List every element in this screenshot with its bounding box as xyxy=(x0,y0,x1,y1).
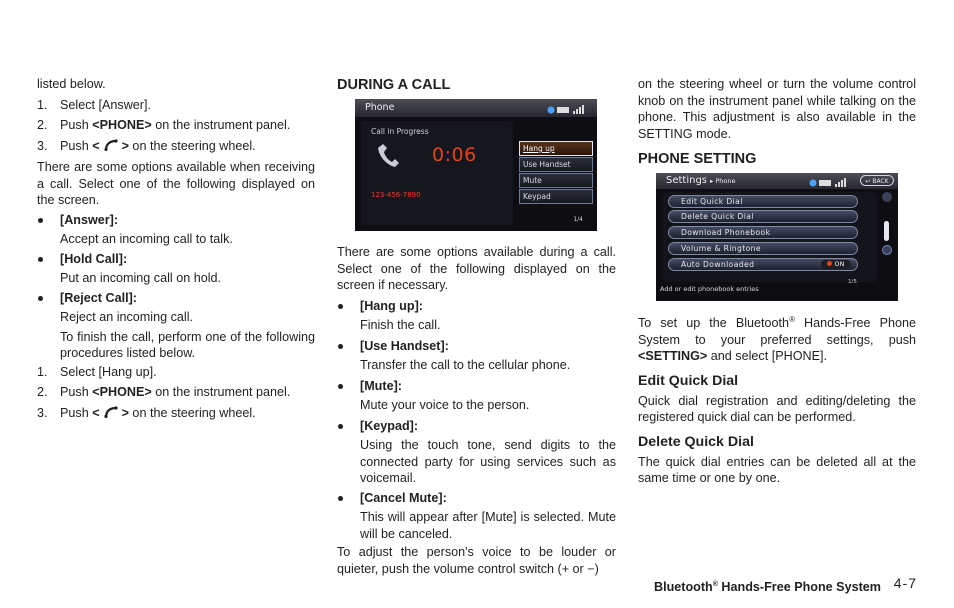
subheading: Edit Quick Dial xyxy=(638,372,739,389)
bullet-item: [Answer]: xyxy=(37,212,315,229)
phone-call-icon xyxy=(103,139,118,151)
step-item: 1. Select [Hang up]. xyxy=(37,364,157,379)
on-indicator: ON xyxy=(821,260,851,269)
caller-number: 123-456-7890 xyxy=(371,191,421,199)
auto-downloaded-row[interactable]: Auto Downloaded ON xyxy=(668,258,858,271)
bullet-item: [Reject Call]: xyxy=(37,290,315,307)
bullet-item: [Keypad]: xyxy=(337,418,616,435)
subheading: Delete Quick Dial xyxy=(638,433,754,450)
bullet-item: [Hang up]: xyxy=(337,298,616,315)
volume-adjust-text: To adjust the person's voice to be louder or quieter, push the volume control switch (+ or −) xyxy=(337,545,616,576)
download-phonebook-row[interactable]: Download Phonebook xyxy=(668,226,858,239)
bullet-desc: Mute your voice to the person. xyxy=(360,398,530,412)
phone-call-screenshot xyxy=(355,99,597,231)
screen-title: Phone xyxy=(355,99,597,117)
edit-quick-dial-row[interactable]: Edit Quick Dial xyxy=(668,195,858,208)
phone-setting-screenshot xyxy=(656,173,898,301)
scrollbar[interactable] xyxy=(882,192,892,264)
bullet-desc: To finish the call, perform one of the following procedures listed below. xyxy=(60,329,315,360)
section-heading: DURING A CALL xyxy=(337,77,451,93)
bullet-item: [Mute]: xyxy=(337,378,616,395)
bullet-desc: Transfer the call to the cellular phone. xyxy=(360,358,571,372)
delete-quick-dial-row[interactable]: Delete Quick Dial xyxy=(668,210,858,223)
bullet-desc: Put an incoming call on hold. xyxy=(60,271,222,285)
intro-text: listed below. xyxy=(37,77,106,91)
footer-title: Bluetooth® Hands-Free Phone System xyxy=(653,580,881,595)
setup-text: To set up the Bluetooth® Hands-Free Phone System to your preferred settings, push <SETTING> and select [PHONE]. xyxy=(638,315,916,364)
call-timer: 0:06 xyxy=(432,144,477,166)
back-icon: ↩ xyxy=(865,178,871,185)
call-status: Call in Progress xyxy=(371,127,429,136)
finish-steps xyxy=(37,364,315,422)
screen-hint: Add or edit phonebook entries xyxy=(660,284,759,293)
step-item: 3. Push < > on the steering wheel. xyxy=(37,138,256,153)
volume-ringtone-row[interactable]: Volume & Ringtone xyxy=(668,242,858,255)
page-number: 4-7 xyxy=(893,575,917,591)
step-item: 2. Push <PHONE> on the instrument panel. xyxy=(37,118,291,132)
bullet-item: [Cancel Mute]: xyxy=(337,490,616,507)
handset-icon xyxy=(377,142,399,168)
bullet-desc: Finish the call. xyxy=(360,318,441,332)
back-button[interactable]: ↩ BACK xyxy=(860,175,894,186)
hang-up-button[interactable]: Hang up xyxy=(519,141,593,156)
bullet-item: [Use Handset]: xyxy=(337,338,616,355)
bullet-desc: Using the touch tone, send digits to the connected party for using services such as voicemail. xyxy=(360,438,616,485)
use-handset-button[interactable]: Use Handset xyxy=(519,157,593,172)
step-item: 1. Select [Answer]. xyxy=(37,97,151,112)
column-left xyxy=(37,76,315,421)
bullet-desc: Accept an incoming call to talk. xyxy=(60,232,233,246)
status-icons xyxy=(809,176,855,186)
edit-quick-dial-text: Quick dial registration and editing/deleting the registered quick dial can be performed. xyxy=(638,393,916,425)
setting-button-ref: <SETTING> xyxy=(638,349,708,364)
step-item: 2. Push <PHONE> on the instrument panel. xyxy=(37,385,291,399)
section-heading: PHONE SETTING xyxy=(638,151,757,167)
continued-text: on the steering wheel or turn the volume control knob on the instrument panel while talking on the phone. This adjustment is also available in the SETTING mode. xyxy=(638,77,916,141)
call-options-text: There are some options available during a call. Select one of the following displayed on the screen if necessary. xyxy=(337,245,616,292)
receive-options-text: There are some options available when receiving a call. Select one of the following displayed on the screen. xyxy=(37,160,315,207)
phone-button-ref: <PHONE> xyxy=(92,118,152,132)
scroll-up-icon[interactable] xyxy=(882,192,892,202)
mute-button[interactable]: Mute xyxy=(519,173,593,188)
phone-button-ref: <PHONE> xyxy=(92,385,152,399)
screen-title: Settings ▸ Phone xyxy=(656,173,898,189)
page-indicator: 1/5 xyxy=(848,279,857,285)
status-icons xyxy=(547,103,593,113)
column-middle xyxy=(337,76,616,577)
answer-steps xyxy=(37,97,315,155)
status-dot-icon xyxy=(827,261,832,266)
scroll-thumb[interactable] xyxy=(884,221,889,241)
keypad-button[interactable]: Keypad xyxy=(519,189,593,204)
scroll-down-icon[interactable] xyxy=(882,245,892,255)
bullet-desc: Reject an incoming call. xyxy=(60,310,193,324)
page-footer xyxy=(0,575,954,595)
phone-call-icon xyxy=(103,406,118,418)
column-right xyxy=(638,76,916,487)
step-item: 3. Push < > on the steering wheel. xyxy=(37,405,256,420)
bullet-desc: This will appear after [Mute] is selected. Mute will be canceled. xyxy=(360,510,616,541)
bullet-item: [Hold Call]: xyxy=(37,251,315,268)
page-indicator: 1/4 xyxy=(573,215,583,223)
delete-quick-dial-text: The quick dial entries can be deleted all at the same time or one by one. xyxy=(638,454,916,486)
